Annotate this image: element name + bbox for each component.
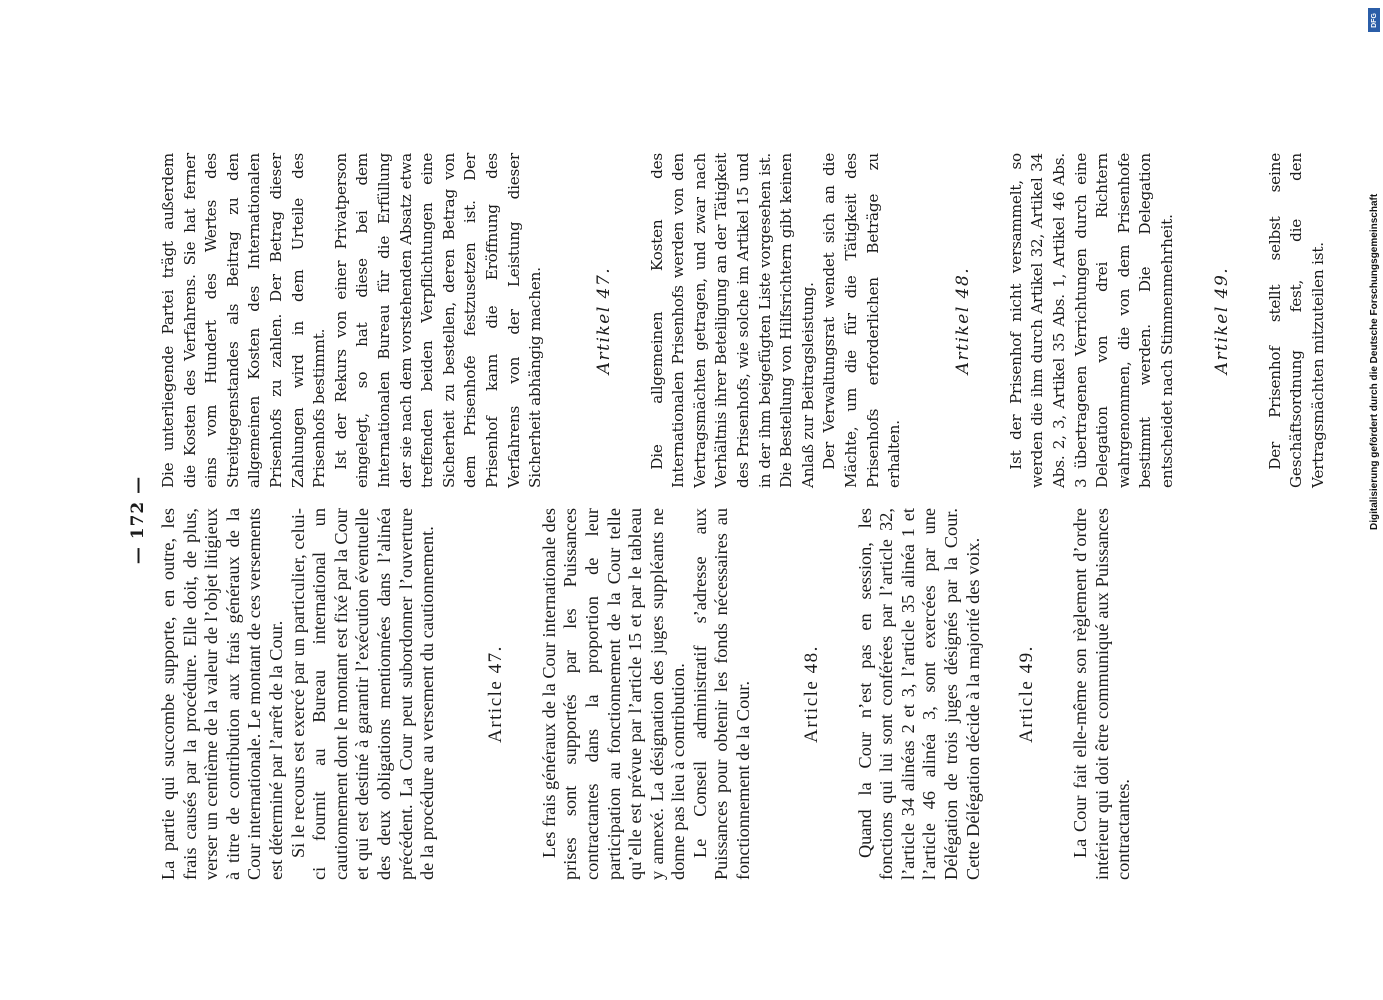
german-article-47-heading: Artikel 47. — [593, 266, 614, 375]
german-paragraph: Der Verwaltungsrat wendet sich an die Mächte, um die für die Tätigkeit des Prisenhofs erforderlichen Beträge zu erhalten. — [820, 153, 904, 488]
german-paragraph: Der Prisenhof stellt selbst seine Geschäftsordnung fest, die den Vertragsmächten mitzuteilen ist. — [1265, 153, 1327, 488]
page-number: — 172 — — [128, 475, 148, 565]
german-paragraph: Ist der Prisenhof nicht versammelt, so werden die ihm durch Artikel 32, Artikel 34 Abs. 2, 3, Artikel 35 Abs. 1, Artikel 46 Abs. 3 übertragenen Verrichtungen durch eine Delegation von drei Richtern wahrgenommen, die von dem Prisenhofe bestimmt werden. Die Delegation entscheidet nach Stimmenmehrheit. — [1006, 153, 1176, 488]
french-article-48-heading: Article 48. — [800, 645, 822, 743]
german-paragraph: Ist der Rekurs von einer Privatperson eingelegt, so hat diese bei dem Internationalen Bureau für die Erfüllung der sie nach dem vorstehenden Absatz etwa treffenden beiden Verpflichtungen eine Sicherheit zu bestellen, deren Betrag von dem Prisenhofe festzusetzen ist. Der Prisenhof kann die Eröffnung des Verfahrens von der Leistung dieser Sicherheit abhängig machen. — [331, 153, 545, 488]
digitization-credit: Digitalisierung gefördert durch die Deutsche Forschungsgemeinschaft — [1369, 193, 1380, 530]
french-article-49-heading: Article 49. — [1016, 645, 1038, 743]
dfg-logo: DFG — [1368, 8, 1380, 32]
french-article-47-heading: Article 47. — [484, 645, 506, 743]
french-paragraph: Quand la Cour n’est pas en session, les fonctions qui lui sont conférées par l’article 32, l’article 34 alinéas 2 et 3, l’article 35 alinéa 1 et l’article 46 alinéa 3, sont exercées par une Délégation de trois juges désignés par la Cour. Cette Délégation décide à la majorité des voix. — [854, 508, 983, 880]
german-article-49-heading: Artikel 49. — [1211, 266, 1232, 375]
rotated-text-block — [120, 153, 1327, 880]
german-column — [158, 153, 1329, 488]
german-paragraph: Die unterliegende Partei trägt außerdem die Kosten des Verfahrens. Sie hat ferner eins vom Hundert des Wertes des Streitgegenstandes als Beitrag zu den allgemeinen Kosten des Internationalen Prisenhofs zu zahlen. Der Betrag dieser Zahlungen wird in dem Urteile des Prisenhofs bestimmt. — [159, 153, 329, 488]
french-paragraph: La Cour fait elle-même son règlement d’ordre intérieur qui doit être communiqué aux Puissances contractantes. — [1070, 508, 1134, 880]
french-paragraph: La partie qui succombe supporte, en outre, les frais causés par la procédure. Elle doit, de plus, verser un centième de la valeur de l’objet litigieux à titre de contribution aux frais généraux de la Cour internationale. Le montant de ces versements est déterminé par l’arrêt de la Cour. — [158, 508, 286, 880]
french-paragraph: Si le recours est exercé par un particulier, celui-ci fournit au Bureau international un cautionnement dont le montant est fixé par la Cour et qui est destiné à garantir l’exécution éventuelle des deux obligations mentionnées dans l’alinéa précédent. La Cour peut subordonner l’ouverture de la procédure au versement du cautionnement. — [287, 508, 438, 880]
german-article-48-heading: Artikel 48. — [952, 266, 973, 375]
french-paragraph: Le Conseil administratif s’adresse aux Puissances pour obtenir les fonds nécessaires au fonctionnement de la Cour. — [689, 508, 754, 880]
german-paragraph: Die allgemeinen Kosten des Internationalen Prisenhofs werden von den Vertragsmächten getragen, und zwar nach Verhältnis ihrer Beteiligung an der Tätigkeit des Prisenhofs, wie solche im Artikel 15 und in der ihm beigefügten Liste vorgesehen ist. Die Bestellung von Hilfsrichtern gibt keinen Anlaß zur Beitragsleistung. — [647, 153, 817, 488]
french-paragraph: Les frais généraux de la Cour internationale des prises sont supportés par les Puissances contractantes dans la proportion de leur participation au fonctionnement de la Cour telle qu’elle est prévue par l’article 15 et par le tableau y annexé. La désignation des juges suppléants ne donne pas lieu à contribution. — [538, 508, 689, 880]
french-column — [158, 508, 1135, 880]
